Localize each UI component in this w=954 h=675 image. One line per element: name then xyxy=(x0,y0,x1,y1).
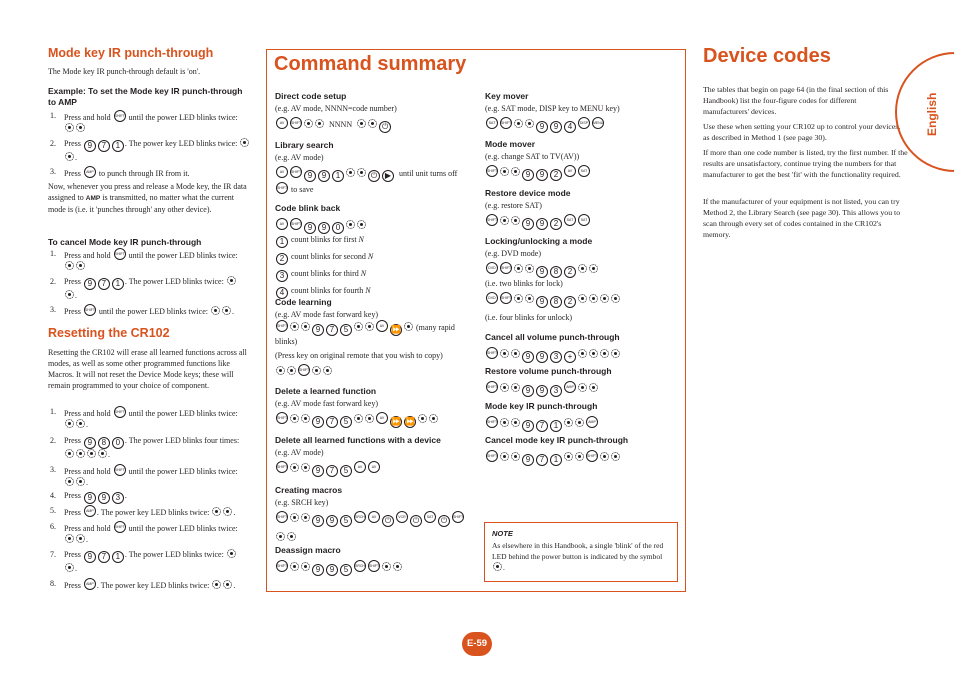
device-codes-title: Device codes xyxy=(703,45,831,67)
heading-mode-key-ir: Mode key IR punch-through xyxy=(48,46,214,60)
note-text: As elsewhere in this Handbook, a single 'blink' of the red LED behind the power button is indicated by the symbol . xyxy=(492,541,664,572)
blink-icon xyxy=(76,123,85,132)
cmd-key-mover: Key mover (e.g. SAT mode, DISP key to MENU key) SAT SHIFT 9 9 4 DISP MENU xyxy=(485,91,620,131)
example-heading: Example: To set the Mode key IR punch-through to AMP xyxy=(48,86,243,107)
device-paragraph-3: If more than one code number is listed, try the first number. If the results are unsatisfactory, continue trying the numbers for that manufacturer to get the best 'fit' with the functionality required. xyxy=(703,148,908,179)
cmd-mode-key-ir: Mode key IR punch-through SHIFT 9 7 1 AMP xyxy=(485,401,598,430)
shift-key-icon: SHIFT xyxy=(114,110,126,122)
device-paragraph-1: The tables that begin on page 64 (in the final section of this Handbook) list the four-figure codes for different manufacturers' devices. xyxy=(703,85,889,116)
cmd-restore-volume: Restore volume punch-through SHIFT 9 9 3 AMP xyxy=(485,366,612,395)
language-label: English xyxy=(925,92,939,136)
device-paragraph-2: Use these when setting your CR102 up to control your devices, as described in Method 1 (see page 30). xyxy=(703,122,901,142)
reset-paragraph: Resetting the CR102 will erase all learned functions across all modes, as well as some other programmed functions like Macros. It will not reset the Device Mode keys; these will remain programmed to your choice of component. xyxy=(48,348,247,390)
reset-steps: 1. Press and hold SHIFT until the power LED blinks twice: . 2. Press 9 8 0 . The power LED blinks four times: . 3. Press and hold SHIFT until the power LED blinks twice: . 4. Press 9 9 3 . 5. Press AMP . The power key LED blinks twice: . 6. Press and hold SHIFT until the power LED blinks twice: . 7. Press 9 7 1 . The power LED blinks twice: . 8. Press AMP . The power key LED blinks twice: . xyxy=(50,407,240,590)
cmd-delete-all-learned: Delete all learned functions with a device (e.g. AV mode) SHIFT 9 7 5 AV AV xyxy=(275,435,441,475)
cmd-deassign-macro: Deassign macro SHIFT 9 9 5 SRCH SHIFT xyxy=(275,545,475,576)
amp-key-icon: AMP xyxy=(84,166,96,178)
note-title: NOTE xyxy=(492,529,513,538)
blink-icon xyxy=(493,562,502,571)
intro-paragraph: The Mode key IR punch-through default is 'on'. xyxy=(48,67,201,76)
page-number: E-59 xyxy=(462,632,492,656)
cmd-creating-macros: Creating macros (e.g. SRCH key) SHIFT 9 9 5 SRCH AV ⏻ VCR ⏻ SAT ⏻ SHIFT xyxy=(275,485,475,545)
cancel-steps: 1. Press and hold SHIFT until the power LED blinks twice: 2. Press 9 7 1 . The power LED blinks twice: . 3. Press SHIFT until the power LED blinks twice: . xyxy=(50,249,238,316)
cmd-code-learning: Code learning (e.g. AV mode fast forward key) SHIFT 9 7 5 AV ⏩ (many rapid blinks) (Press key on original remote that you wish to copy) SHIFT xyxy=(275,297,475,379)
explanation-paragraph: Now, whenever you press and release a Mode key, the IR data assigned to AMP is transmitted, no matter what the current mode is (i.e. it 'punches through' any other device). xyxy=(48,182,247,214)
cmd-code-blink-back: Code blink back AV SHIFT 9 9 0 1 count blinks for first N 2 count blinks for second N 3 count blinks for third N 4 count blinks for fourth N xyxy=(275,203,374,297)
cmd-cancel-volume: Cancel all volume punch-through SHIFT 9 9 3 + xyxy=(485,332,620,361)
set-steps: 1. Press and hold SHIFT until the power LED blinks twice: 2. Press 9 7 1 . The power key LED blinks twice: . 3. Press AMP to punch through IR from it. xyxy=(50,110,255,180)
device-paragraph-4: If the manufacturer of your equipment is not listed, you can try Method 2, the Library Search (see page 30). This allows you to scan through every set of codes contained in the CR102's memory. xyxy=(703,197,901,239)
heading-resetting: Resetting the CR102 xyxy=(48,326,170,340)
cmd-cancel-mode-key-ir: Cancel mode key IR punch-through SHIFT 9 7 1 SHIFT xyxy=(485,435,629,464)
command-summary-title: Command summary xyxy=(274,53,467,75)
blink-icon xyxy=(65,123,74,132)
cancel-heading: To cancel Mode key IR punch-through xyxy=(48,237,202,247)
cmd-restore-device: Restore device mode (e.g. restore SAT) SHIFT 9 9 2 SAT SAT xyxy=(485,188,680,230)
cmd-library-search: Library search (e.g. AV mode) AV SHIFT 9 9 1 ⏻ ▶ until unit turns off SHIFT to save xyxy=(275,140,458,194)
cmd-delete-learned: Delete a learned function (e.g. AV mode fast forward key) SHIFT 9 7 5 AV ⏩ ⏩ xyxy=(275,386,475,428)
cmd-mode-mover: Mode mover (e.g. change SAT to TV(AV)) SHIFT 9 9 2 AV SAT xyxy=(485,139,680,181)
note-box xyxy=(484,522,678,582)
cmd-locking: Locking/unlocking a mode (e.g. DVD mode) DVD SHIFT 9 8 2 (i.e. two blinks for lock) DVD SHIFT 9 8 2 (i.e. four blinks for unlock) xyxy=(485,236,680,323)
cmd-direct-code: Direct code setup (e.g. AV mode, NNNN=code number) AV SHIFT NNNN ⏻ xyxy=(275,91,397,131)
